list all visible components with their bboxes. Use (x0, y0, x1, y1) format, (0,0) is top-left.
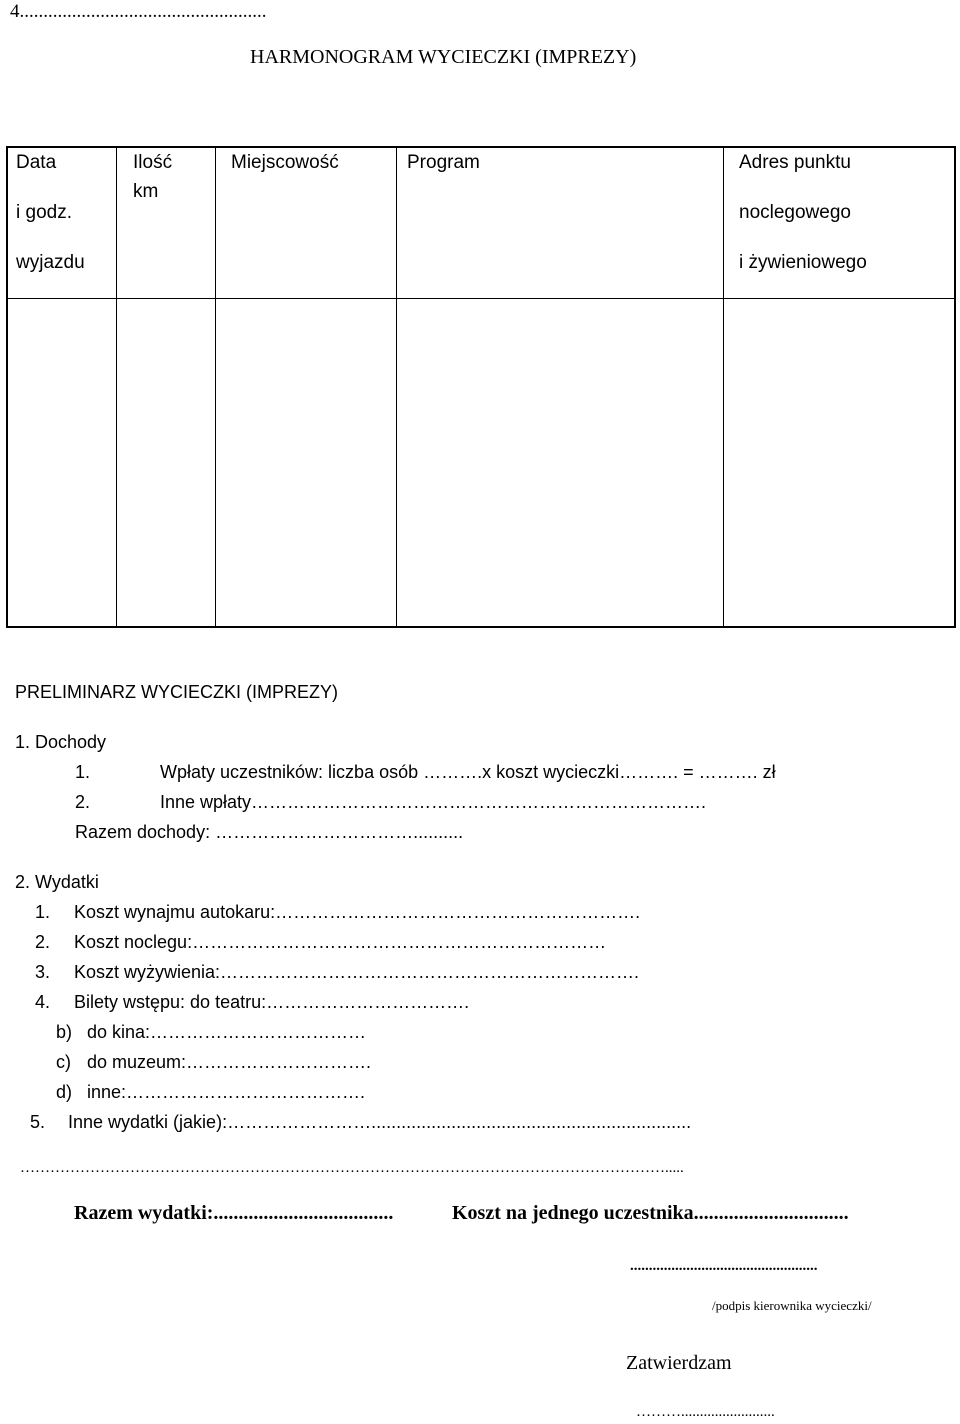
header-date-line1: Data (16, 152, 57, 173)
expense-item-num: 2. (35, 932, 51, 952)
signature-dots: .................................................. (630, 1258, 818, 1274)
expense-item-num: 3. (35, 962, 51, 982)
expense-subitem-num: b) (56, 1022, 73, 1042)
header-date-line2: i godz. (16, 202, 72, 223)
income-item-num: 1. (75, 762, 91, 782)
expenses-total: Razem wydatki:.................................... (74, 1202, 394, 1224)
expense-subitem-num: d) (56, 1082, 73, 1102)
header-address-line3: i żywieniowego (739, 252, 867, 273)
header-address-line2: noclegowego (739, 202, 851, 223)
income-item-text: Inne wpłaty…………………………………………………………………. (160, 792, 707, 812)
approve-dots: ………......................... (636, 1404, 775, 1420)
expense-subitem-text: do muzeum:…………………………. (87, 1052, 372, 1072)
header-place: Miejscowość (231, 152, 339, 173)
header-program: Program (407, 152, 480, 173)
top-number-line: 4.................................................... (10, 1, 267, 22)
expense-item-num: 4. (35, 992, 51, 1012)
schedule-table (6, 146, 956, 628)
expense-other-text: Inne wydatki (jakie):……………………................................................................ (68, 1112, 692, 1132)
expense-subitem-text: inne:…………………………………. (87, 1082, 366, 1102)
col-divider (396, 148, 397, 626)
header-divider (8, 298, 954, 299)
header-date-line3: wyjazdu (16, 252, 85, 273)
income-heading: 1. Dochody (15, 732, 107, 752)
expense-item-text: Koszt noclegu:…………………………………………………………… (74, 932, 607, 952)
header-km-line1: Ilość (133, 152, 173, 173)
col-divider (723, 148, 724, 626)
expense-other-num: 5. (30, 1112, 46, 1132)
expense-subitem-num: c) (56, 1052, 71, 1072)
expenses-heading: 2. Wydatki (15, 872, 99, 892)
header-km-line2: km (133, 181, 159, 202)
income-item-text: Wpłaty uczestników: liczba osób ……….x koszt wycieczki………. = ………. zł (160, 762, 776, 782)
cost-per-participant: Koszt na jednego uczestnika............................... (452, 1202, 849, 1224)
approve-label: Zatwierdzam (626, 1352, 732, 1374)
expense-item-text: Koszt wyżywienia:……………………………………………………………. (74, 962, 640, 982)
expense-item-text: Koszt wynajmu autokaru:……………………………………………………. (74, 902, 641, 922)
expense-dots-line: …………………………………………………………………………………………………………………..... (20, 1160, 684, 1176)
schedule-title: HARMONOGRAM WYCIECZKI (IMPREZY) (250, 46, 637, 68)
signature-caption: /podpis kierownika wycieczki/ (712, 1298, 872, 1313)
income-total: Razem dochody: …………………………….......... (75, 822, 464, 842)
expense-item-num: 1. (35, 902, 51, 922)
col-divider (116, 148, 117, 626)
expense-subitem-text: do kina:……………………………… (87, 1022, 367, 1042)
header-address-line1: Adres punktu (739, 152, 851, 173)
income-item-num: 2. (75, 792, 91, 812)
col-divider (215, 148, 216, 626)
budget-heading: PRELIMINARZ WYCIECZKI (IMPREZY) (15, 682, 339, 702)
expense-item-text: Bilety wstępu: do teatru:……………………………. (74, 992, 470, 1012)
